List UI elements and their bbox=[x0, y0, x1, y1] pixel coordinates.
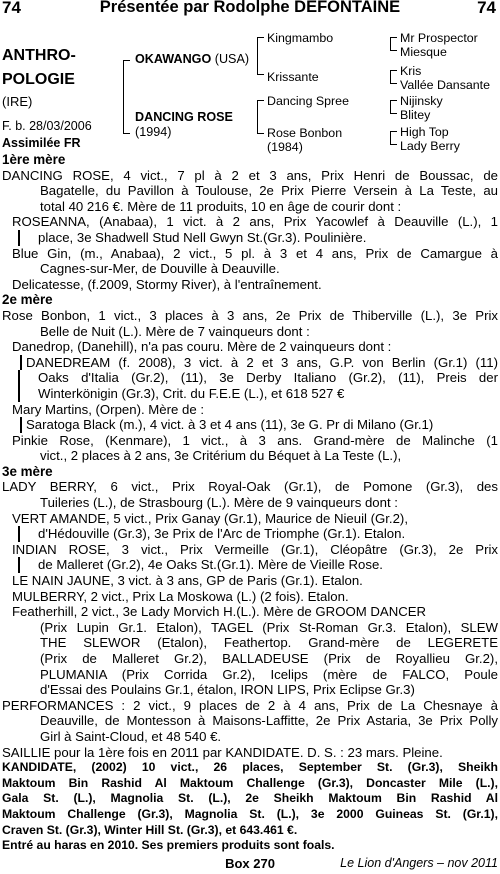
dam-sire: Dancing Spree bbox=[267, 94, 349, 108]
bracket-parents bbox=[123, 60, 130, 134]
text-line: Bagatelle, du Pavillon à Toulouse, 2e Prix Pierre Versein à La Teste, au bbox=[40, 183, 498, 199]
dam-year: (1994) bbox=[135, 125, 172, 139]
lot-number-left: 74 bbox=[2, 0, 21, 17]
pedigree-table bbox=[0, 28, 500, 158]
g3-dss: Nijinsky bbox=[400, 94, 443, 108]
text-line: Blue Gin, (m., Anabaa), 2 vict., 5 pl. à 3 et 4 ans, Prix de Camargue à bbox=[12, 245, 498, 261]
text-line: KANDIDATE, (2002) 10 vict., 26 places, September St. (Gr.3), Sheikh bbox=[2, 760, 498, 775]
sire-dam: Krissante bbox=[267, 70, 319, 84]
text-line: Tuileries (L.), de Strasbourg (L.). Mère de 9 vainqueurs dont : bbox=[40, 495, 398, 511]
g3-ddd: Lady Berry bbox=[400, 139, 460, 153]
performances-line: PERFORMANCES : 2 vict., 9 places de 2 à 4 ans, Prix de La Chesnaye à bbox=[2, 697, 498, 713]
text-line: INDIAN ROSE, 3 vict., Prix Vermeille (Gr.1), Cléopâtre (Gr.3), 2e Prix bbox=[12, 541, 498, 557]
text-line: Delicatesse, (f.2009, Stormy River), à l'entraînement. bbox=[12, 276, 322, 292]
text-line: Featherhill, 2 vict., 3e Lady Morvich H.(L.). Mère de GROOM DANCER bbox=[12, 604, 427, 620]
bracket-dam-parents bbox=[257, 100, 264, 134]
text-line: d'Essai des Poulains Gr.1, étalon, IRON LIPS, Prix Eclipse Gr.3) bbox=[40, 682, 415, 698]
text-line: Saratoga Black (m.), 4 vict. à 3 et 4 ans (11), 3e G. Pr di Milano (Gr.1) bbox=[20, 417, 498, 433]
g3-sds: Kris bbox=[400, 64, 422, 78]
dam: DANCING ROSE bbox=[135, 110, 233, 124]
text-line: de Malleret (Gr.2), 4e Oaks St.(Gr.1). Mère de Vieille Rose. bbox=[18, 557, 498, 573]
text-line: THE SLEWOR (Etalon), Feathertop. Grand-mère de LEGERETE bbox=[40, 635, 498, 651]
section-third-dam: 3e mère bbox=[2, 463, 53, 479]
text-line: place, 3e Shadwell Stud Nell Gwyn St.(Gr.3). Poulinière. bbox=[18, 230, 498, 246]
text-line: VERT AMANDE, 5 vict., Prix Ganay (Gr.1), Maurice de Nieuil (Gr.2), bbox=[12, 510, 408, 526]
section-first-dam: 1ère mère bbox=[2, 152, 66, 167]
page-footer bbox=[0, 856, 500, 874]
text-line: Girl à Saint-Cloud, et 48 540 €. bbox=[40, 728, 222, 744]
horse-birth: F. b. 28/03/2006 bbox=[2, 119, 92, 133]
text-line: Maktoum Bin Rashid Al Maktoum Challenge (Gr.3), Doncaster Mile (L.), bbox=[2, 775, 498, 790]
text-line: DANEDREAM (f. 2008), 3 vict. à 2 et 3 ans, G.P. von Berlin (Gr.1) (11) bbox=[20, 355, 498, 371]
bracket-g3-3 bbox=[390, 100, 397, 114]
text-line: Cagnes-sur-Mer, de Douville à Deauville. bbox=[40, 261, 280, 277]
text-line: d'Hédouville (Gr.3), 3e Prix de l'Arc de Triomphe (Gr.1). Etalon. bbox=[18, 526, 498, 542]
text-line: total 40 216 €. Mère de 11 produits, 10 en âge de courir dont : bbox=[40, 198, 402, 214]
text-line: Belle de Nuit (L.). Mère de 7 vainqueurs dont : bbox=[40, 323, 310, 339]
text-line: LADY BERRY, 6 vict., Prix Royal-Oak (Gr.1), de Pomone (Gr.3), des bbox=[2, 479, 498, 495]
text-line: Pinkie Rose, (Kenmare), 1 vict., à 3 ans. Grand-mère de Malinche (1 bbox=[12, 432, 498, 448]
box-number: Box 270 bbox=[225, 856, 275, 871]
text-line: Entré au haras en 2010. Ses premiers produits sont foals. bbox=[2, 838, 335, 853]
text-line: (Prix Lupin Gr.1. Etalon), TAGEL (Prix St-Roman Gr.3. Etalon), SLEW bbox=[40, 619, 498, 635]
text-line: Mary Martins, (Orpen). Mère de : bbox=[12, 401, 204, 417]
text-line: MULBERRY, 2 vict., Prix La Moskowa (L.) (2 fois). Etalon. bbox=[12, 588, 349, 604]
text-line: Winterkönigin (Gr.3), Crit. du F.E.E (L.), et 618 527 € bbox=[18, 386, 498, 402]
bracket-sire-parents bbox=[257, 37, 264, 75]
lot-number-right: 74 bbox=[477, 0, 496, 17]
page-header bbox=[0, 0, 500, 20]
g3-sss: Mr Prospector bbox=[400, 31, 478, 45]
bracket-g3-2 bbox=[390, 70, 397, 84]
sire-sire: Kingmambo bbox=[267, 31, 334, 45]
text-line: ROSEANNA, (Anabaa), 1 vict. à 2 ans, Prix Yacowlef à Deauville (L.), 1 bbox=[12, 214, 498, 230]
text-line: Deauville, de Montesson à Maisons-Laffitte, 2e Prix Astaria, 3e Prix Polly bbox=[40, 713, 498, 729]
text-line: Maktoum Challenge (Gr.3), Magnolia St. (L.), 3e 2000 Guineas St. (Gr.1), bbox=[2, 806, 498, 821]
section-second-dam: 2e mère bbox=[2, 292, 53, 308]
g3-dsd: Blitey bbox=[400, 108, 431, 122]
saillie-line: SAILLIE pour la 1ère fois en 2011 par KANDIDATE. D. S. : 23 mars. Pleine. bbox=[2, 744, 443, 760]
g3-dds: High Top bbox=[400, 125, 449, 139]
text-line: vict., 2 places à 2 ans, 3e Critérium du Béquet à La Teste (L.), bbox=[40, 448, 402, 464]
g3-sdd: Vallée Dansante bbox=[400, 78, 491, 92]
text-line: Craven St. (Gr.3), Winter Hill St. (Gr.3), et 643.461 €. bbox=[2, 822, 298, 837]
horse-country: (IRE) bbox=[2, 94, 33, 109]
text-line: Gala St. (L.), Magnolia St. (L.), 2e Sheikh Maktoum Bin Rashid Al bbox=[2, 791, 498, 806]
bracket-g3-4 bbox=[390, 131, 397, 145]
text-line: Oaks d'Italia (Gr.2), (11), 3e Derby Italiano (Gr.2), (11), Preis der bbox=[18, 370, 498, 386]
text-line: DANCING ROSE, 4 vict., 7 pl à 2 et 3 ans, Prix Henri de Boussac, de bbox=[2, 167, 498, 183]
catalogue-text bbox=[2, 152, 498, 854]
horse-assimilee: Assimilée FR bbox=[2, 136, 81, 150]
sire: OKAWANGO (USA) bbox=[135, 52, 250, 66]
dam-dam-year: (1984) bbox=[267, 140, 303, 154]
text-line: Rose Bonbon, 1 vict., 3 places à 3 ans, 2e Prix de Thiberville (L.), 3e Prix bbox=[2, 307, 498, 323]
text-line: (Prix de Malleret Gr.2), BALLADEUSE (Prix de Royallieu Gr.2), bbox=[40, 651, 498, 666]
g3-ssd: Miesque bbox=[400, 45, 447, 59]
sale-name: Le Lion d'Angers – nov 2011 bbox=[340, 856, 498, 870]
horse-name: ANTHRO- POLOGIE bbox=[2, 47, 76, 88]
dam-dam: Rose Bonbon bbox=[267, 126, 343, 140]
text-line: Danedrop, (Danehill), n'a pas couru. Mère de 2 vainqueurs dont : bbox=[12, 339, 392, 355]
text-line: LE NAIN JAUNE, 3 vict. à 3 ans, GP de Paris (Gr.1). Etalon. bbox=[12, 573, 363, 589]
text-line: PLUMANIA (Prix Corrida Gr.2), Icelips (mère de FALCO, Poule bbox=[40, 666, 498, 682]
consignor-title: Présentée par Rodolphe DEFONTAINE bbox=[99, 0, 401, 16]
bracket-g3-1 bbox=[390, 37, 397, 51]
